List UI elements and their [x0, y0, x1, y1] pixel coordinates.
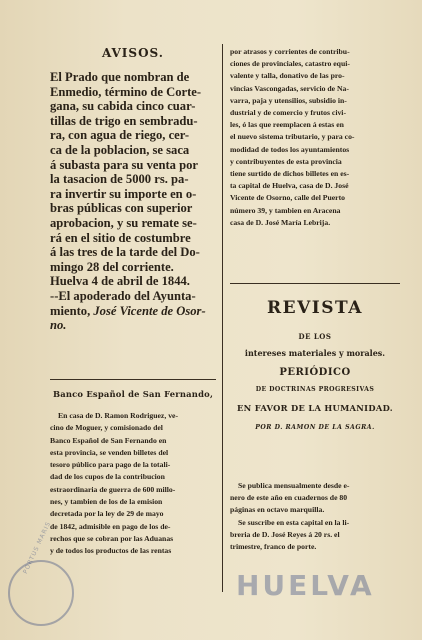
- bank-title: Banco Español de San Fernando,: [52, 389, 214, 399]
- avisos-section: [50, 46, 216, 333]
- bank-line: cino de Moguer, y comisionado del: [50, 423, 163, 433]
- avisos-line: gana, su cabida cinco cuar-: [50, 99, 196, 114]
- right-divider: [230, 283, 400, 284]
- continuation-line: tiene surtido de dichos billetes en es-: [230, 169, 350, 179]
- continuation-line: Vicente de Osorno, calle del Puerto: [230, 193, 346, 203]
- continuation-line: valente y talla, donativo de las pro-: [230, 71, 345, 81]
- revista-line: breria de D. José Reyes á 20 rs. el: [230, 529, 340, 539]
- avisos-line: á subasta para su venta por: [50, 157, 199, 172]
- revista-header: [230, 298, 400, 431]
- continuation-line: varra, paja y utensilios, subsidio in-: [230, 95, 347, 105]
- bank-line: estraordinaria de guerra de 600 millo-: [50, 484, 176, 494]
- avisos-line: mingo 28 del corriente.: [50, 259, 174, 274]
- bank-line: Banco Español de San Fernando en: [50, 435, 167, 445]
- bank-line: nes, y tambien de los de la emision: [50, 497, 163, 507]
- signature-name-end: no.: [50, 318, 67, 333]
- avisos-line: aprobacion, y su remate se-: [50, 215, 197, 230]
- avisos-body: [50, 70, 216, 333]
- revista-title: REVISTA: [267, 298, 363, 318]
- revista-intereses: intereses materiales y morales.: [244, 348, 386, 358]
- avisos-line: --El apoderado del Ayunta-: [50, 288, 196, 303]
- continuation-line: el nuevo sistema tributario, y para co-: [230, 132, 355, 142]
- continuation-line: por atrasos y corrientes de contribu-: [230, 47, 350, 56]
- bank-body: [50, 410, 216, 558]
- bank-line: rechos que se cobran por las Aduanas: [50, 533, 174, 543]
- column-divider: [222, 44, 223, 592]
- revista-line: trimestre, franco de porte.: [230, 542, 317, 552]
- continuation-line: vincias Vascongadas, servicio de Na-: [230, 83, 349, 93]
- huelva-watermark: HUELVA: [236, 569, 375, 602]
- revista-line: páginas en octavo marquilla.: [230, 505, 325, 515]
- continuation-line: dustrial y de comercio y frutos civi-: [230, 108, 347, 118]
- revista-de-los: DE LOS: [298, 332, 332, 341]
- revista-favor: EN FAVOR DE LA HUMANIDAD.: [237, 403, 393, 413]
- continuation-line: les, ó las que reemplacen á estas en: [230, 120, 344, 130]
- avisos-line: El Prado que nombran de: [50, 70, 190, 84]
- left-divider: [50, 379, 216, 380]
- avisos-line: ra invertir su importe en o-: [50, 186, 197, 201]
- avisos-line: bras públicas con superior: [50, 201, 193, 216]
- revista-author: POR D. RAMON DE LA SAGRA.: [255, 424, 375, 431]
- bank-line: de 1842, admisible en pago de los de-: [50, 521, 171, 531]
- bank-continuation: [230, 46, 400, 229]
- bank-line: dad de los cupos de la contribucion: [50, 472, 165, 482]
- bank-line: y de todos los productos de las rentas: [50, 546, 172, 556]
- avisos-line: Enmedio, término de Corte-: [50, 84, 202, 99]
- continuation-line: ta capital de Huelva, casa de D. José: [230, 181, 349, 191]
- archive-seal-text: PORTUS MARIS: [22, 520, 53, 575]
- revista-periodico: PERIÓDICO: [279, 367, 351, 378]
- signature-name: José Vicente de Osor-: [93, 303, 206, 318]
- avisos-line: Huelva 4 de abril de 1844.: [50, 274, 190, 289]
- revista-line: Se suscribe en esta capital en la li-: [238, 517, 350, 527]
- avisos-line: ra, con agua de riego, cer-: [50, 128, 190, 143]
- avisos-line: tillas de trigo en sembradu-: [50, 113, 198, 128]
- revista-body: [230, 480, 400, 553]
- avisos-title: AVISOS.: [102, 46, 164, 60]
- bank-line: En casa de D. Ramon Rodriguez, ve-: [58, 411, 179, 420]
- bank-line: tesoro público para pago de la totali-: [50, 460, 171, 470]
- revista-line: nero de este año en cuadernos de 80: [230, 493, 348, 503]
- bank-line: decretada por la ley de 29 de mayo: [50, 509, 164, 519]
- avisos-signature-line: [50, 304, 216, 319]
- avisos-line: ca de la poblacion, se saca: [50, 142, 190, 157]
- avisos-line: rá en el sitio de costumbre: [50, 230, 191, 245]
- continuation-line: modidad de todos los ayuntamientos: [230, 144, 350, 154]
- revista-doctrinas: DE DOCTRINAS PROGRESIVAS: [255, 386, 375, 393]
- continuation-line: número 39, y tambien en Aracena: [230, 205, 341, 215]
- revista-line: Se publica mensualmente desde e-: [238, 481, 350, 490]
- continuation-line: casa de D. José María Lebrija.: [230, 217, 331, 227]
- archive-seal-icon: [8, 560, 74, 626]
- continuation-line: y contribuyentes de esta provincia: [230, 156, 342, 166]
- signature-prefix: miento,: [50, 303, 94, 318]
- continuation-line: ciones de provinciales, catastro equi-: [230, 59, 350, 69]
- bank-line: esta provincia, se venden billetes del: [50, 447, 169, 457]
- avisos-line: la tasacion de 5000 rs. pa-: [50, 172, 189, 187]
- avisos-line: á las tres de la tarde del Do-: [50, 245, 200, 260]
